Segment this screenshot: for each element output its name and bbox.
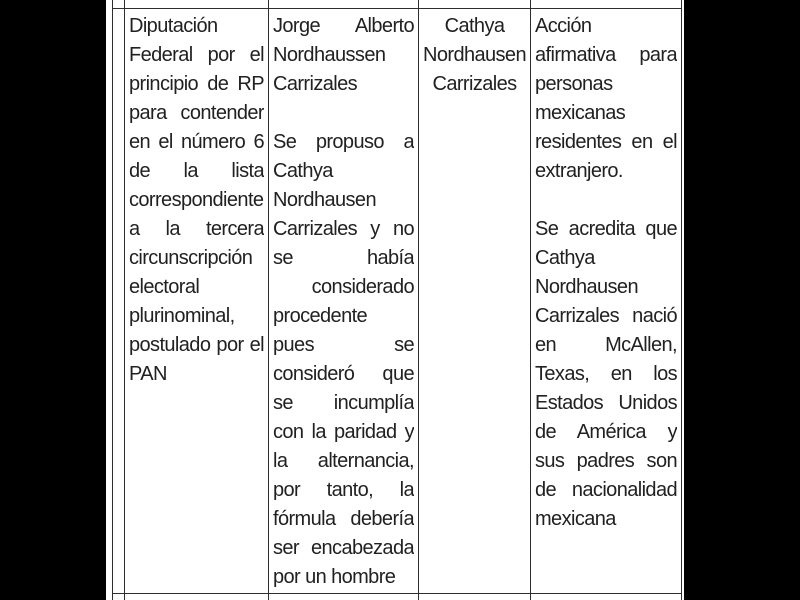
text-line: pues se xyxy=(273,334,414,356)
text-line: afirmativa para xyxy=(535,44,677,66)
table-row-main xyxy=(113,9,682,594)
text-line: postulado por el xyxy=(129,334,264,356)
partial-bottom-proposal-cell xyxy=(269,593,419,600)
text-line: mexicanas xyxy=(535,102,626,124)
text-line: Cathya xyxy=(273,160,333,182)
text-line: Nordhaussen xyxy=(273,44,386,66)
text-line: residentes en el xyxy=(535,131,677,153)
text-line: por un hombre xyxy=(273,566,396,588)
text-line xyxy=(273,99,414,128)
partial-top-office-cell xyxy=(125,0,269,9)
text-line: Se acredita que xyxy=(535,218,677,240)
affirmative-action-cell xyxy=(531,9,682,594)
text-line: considerado xyxy=(311,276,414,298)
partial-top-affirmative-action-cell xyxy=(531,0,682,9)
table-row-partial-bottom xyxy=(113,593,682,600)
text-line: personas xyxy=(535,73,613,95)
text-line: Nordhausen xyxy=(273,189,376,211)
office-cell xyxy=(125,9,269,594)
text-line: de la lista xyxy=(129,160,264,182)
text-line: plurinominal, xyxy=(129,305,235,327)
text-line: se incumplía xyxy=(273,392,414,414)
text-line: procedente xyxy=(273,305,368,327)
candidate-cell xyxy=(419,9,531,594)
text-line: ser encabezada xyxy=(273,537,414,559)
text-line: Carrizales y no xyxy=(273,218,414,240)
partial-top-candidate-cell xyxy=(419,0,531,9)
text-line: mexicana xyxy=(535,508,616,530)
text-line: en el número 6 xyxy=(129,131,264,153)
text-line: Cathya xyxy=(444,15,505,37)
text-line: Cathya xyxy=(535,247,595,269)
document-page xyxy=(106,0,684,600)
text-line: Texas, en los xyxy=(535,363,677,385)
text-line: Estados Unidos xyxy=(535,392,677,414)
table-row-partial-top xyxy=(113,0,682,9)
text-line: por tanto, la xyxy=(273,479,414,501)
text-line: Carrizales nació xyxy=(535,305,677,327)
text-line: Acción xyxy=(535,15,592,37)
case-summary-table xyxy=(112,0,682,600)
text-line: Diputación xyxy=(129,15,218,37)
text-line: consideró que xyxy=(273,363,414,385)
text-line xyxy=(535,186,677,215)
text-line: PAN xyxy=(129,363,167,385)
partial-bottom-candidate-cell xyxy=(419,593,531,600)
text-line: Nordhausen xyxy=(535,276,638,298)
text-line: circunscripción xyxy=(129,247,253,269)
text-line: en McAllen, xyxy=(535,334,677,356)
partial-bottom-spacer-cell xyxy=(113,593,125,600)
text-line: Nordhausen xyxy=(423,44,526,66)
partial-bottom-office-cell xyxy=(125,593,269,600)
text-line: electoral xyxy=(129,276,200,298)
text-line: para contender xyxy=(129,102,264,124)
text-line: principio de RP xyxy=(129,73,264,95)
partial-bottom-affirmative-action-cell xyxy=(531,593,682,600)
partial-top-proposal-cell xyxy=(269,0,419,9)
text-line: sus padres son xyxy=(535,450,677,472)
text-line: Jorge Alberto xyxy=(273,15,414,37)
partial-top-spacer-cell xyxy=(113,0,125,9)
text-line: fórmula debería xyxy=(273,508,414,530)
spacer-cell xyxy=(113,9,125,594)
text-line: de nacionalidad xyxy=(535,479,677,501)
text-line: de América y xyxy=(535,421,677,443)
text-line: se había xyxy=(273,247,414,269)
text-line: Carrizales xyxy=(273,73,358,95)
text-line: la alternancia, xyxy=(273,450,414,472)
text-line: Federal por el xyxy=(129,44,264,66)
text-line: extranjero. xyxy=(535,160,623,182)
proposal-cell xyxy=(269,9,419,594)
text-line: correspondiente xyxy=(129,189,264,211)
text-line: a la tercera xyxy=(129,218,264,240)
text-line: Se propuso a xyxy=(273,131,414,153)
text-line: Carrizales xyxy=(432,73,517,95)
text-line: con la paridad y xyxy=(273,421,414,443)
